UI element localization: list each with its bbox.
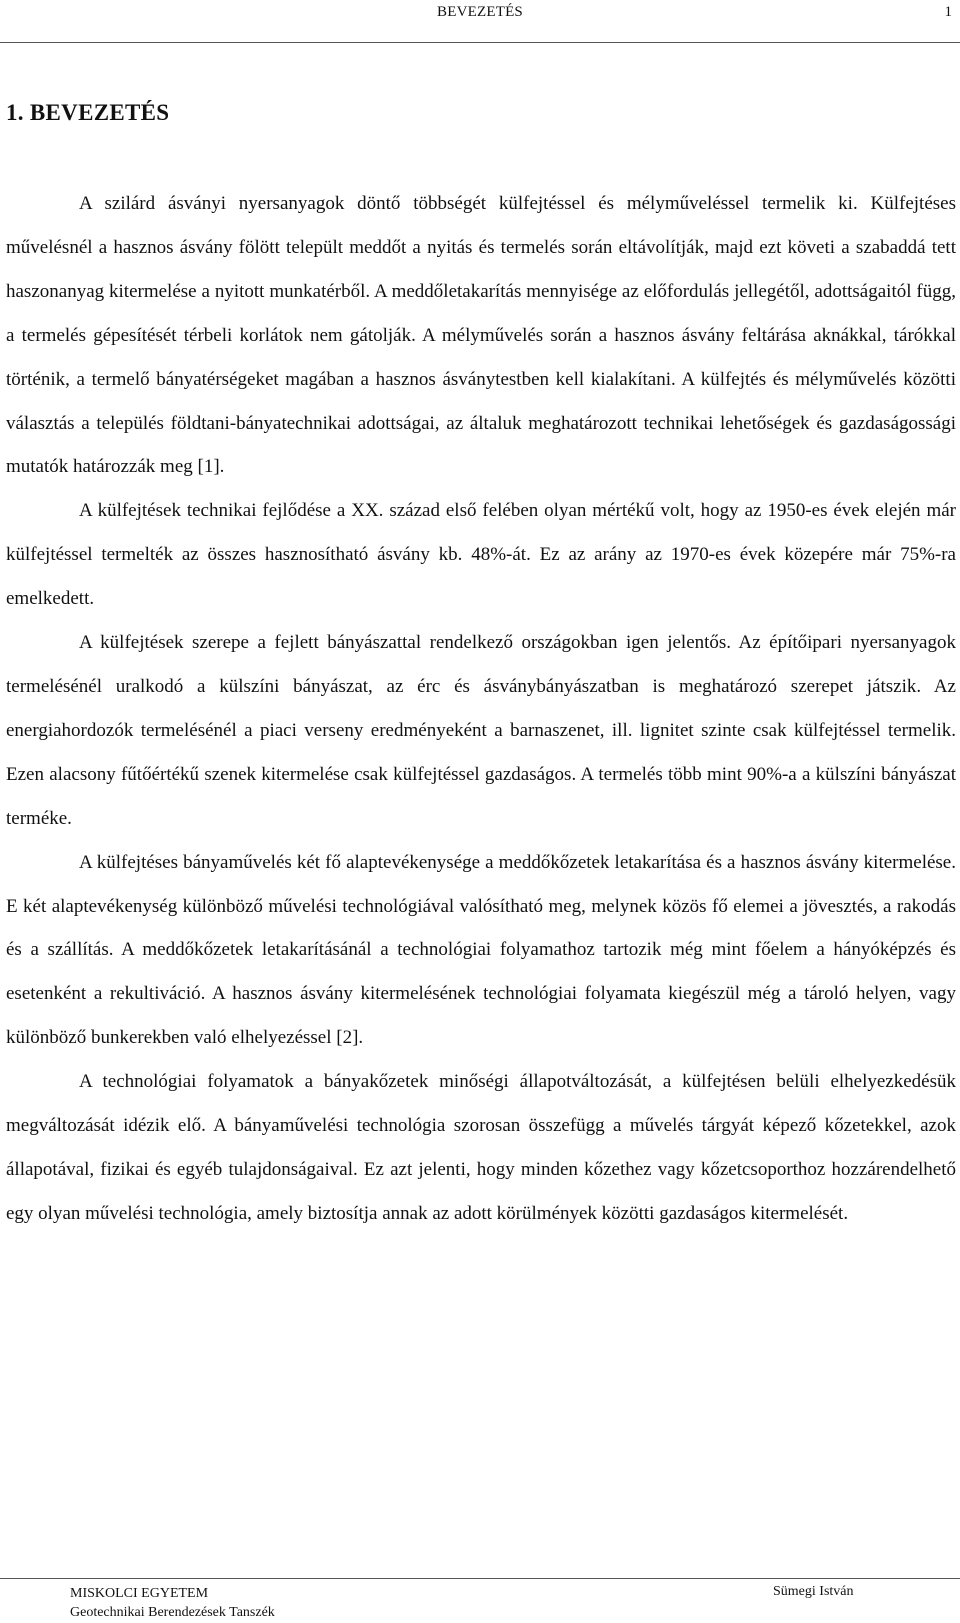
- paragraph: A technológiai folyamatok a bányakőzetek minőségi állapotváltozását, a külfejtésen belüli elhelyezkedésük megváltozását idézik elő. A bányaművelési technológia szorosan összefügg a művelés tárgyát képező kőzetekkel, azok állapotával, fizikai és egyéb tulajdonságaival. Ez azt jelenti, hogy minden kőzethez vagy kőzetcsoporthoz hozzárendelhető egy olyan művelési technológia, amely biztosítja annak az adott körülmények közötti gazdaságos kitermelését.: [6, 1071, 956, 1224]
- chapter-title: 1. BEVEZETÉS: [6, 100, 170, 125]
- paragraph: A szilárd ásványi nyersanyagok döntő többségét külfejtéssel és mélyműveléssel termelik ki. Külfejtéses művelésnél a hasznos ásvány fölött települt meddőt a nyitás és termelés során eltávolítják, majd ezt követi a szabaddá tett haszonanyag kitermelése a nyitott munkatérből. A meddőletakarítás mennyisége az előfordulás jellegétől, adottságaitól függ, a termelés gépesítését térbeli korlátok nem gátolják. A mélyművelés során a hasznos ásvány feltárása aknákkal, tárókkal történik, a termelő bányatérségeket magában a hasznos ásványtestben kell kialakítani. A külfejtés és mélyművelés közötti választás a település földtani-bányatechnikai adottságai, az általuk meghatározott technikai lehetőségek és gazdaságossági mutatók határozzák meg [1].: [6, 193, 956, 478]
- paragraph: A külfejtések szerepe a fejlett bányászattal rendelkező országokban igen jelentős. Az építőipari nyersanyagok termelésénél uralkodó a külszíni bányászat, az érc és ásványbányászatban is meghatározó szerepet játszik. Az energiahordozók termelésénél a piaci verseny eredményeként a barnaszenet, ill. lignitet szinte csak külfejtéssel termelik. Ezen alacsony fűtőértékű szenek kitermelése csak külfejtéssel gazdaságos. A termelés több mint 90%-a a külszíni bányászat terméke.: [6, 632, 956, 829]
- paragraph: A külfejtések technikai fejlődése a XX. század első felében olyan mértékű volt, hogy az 1950-es évek elején már külfejtéssel termelték az összes hasznosítható ásvány kb. 48%-át. Ez az arány az 1970-es évek közepére már 75%-ra emelkedett.: [6, 500, 956, 610]
- header-title: BEVEZETÉS: [437, 4, 523, 20]
- running-header: [0, 0, 960, 43]
- page-number: 1: [944, 4, 952, 20]
- footer-institution-block: [70, 1584, 275, 1622]
- footer-institution: MISKOLCI EGYETEM: [70, 1586, 209, 1601]
- body-text: [6, 182, 956, 1236]
- footer-department: Geotechnikai Berendezések Tanszék: [70, 1605, 275, 1620]
- paragraph: A külfejtéses bányaművelés két fő alaptevékenysége a meddőkőzetek letakarítása és a hasznos ásvány kitermelése. E két alaptevékenység különböző művelési technológiával valósítható meg, melynek közös fő elemei a jövesztés, a rakodás és a szállítás. A meddőkőzetek letakarításánál a technológiai folyamathoz tartozik még mint főelem a hányóképzés és esetenként a rekultiváció. A hasznos ásvány kitermelésének technológiai folyamata kiegészül még a tároló helyen, vagy különböző bunkerekben való elhelyezéssel [2].: [6, 851, 956, 1049]
- page-footer: [0, 1578, 960, 1623]
- footer-author: Sümegi István: [773, 1584, 854, 1599]
